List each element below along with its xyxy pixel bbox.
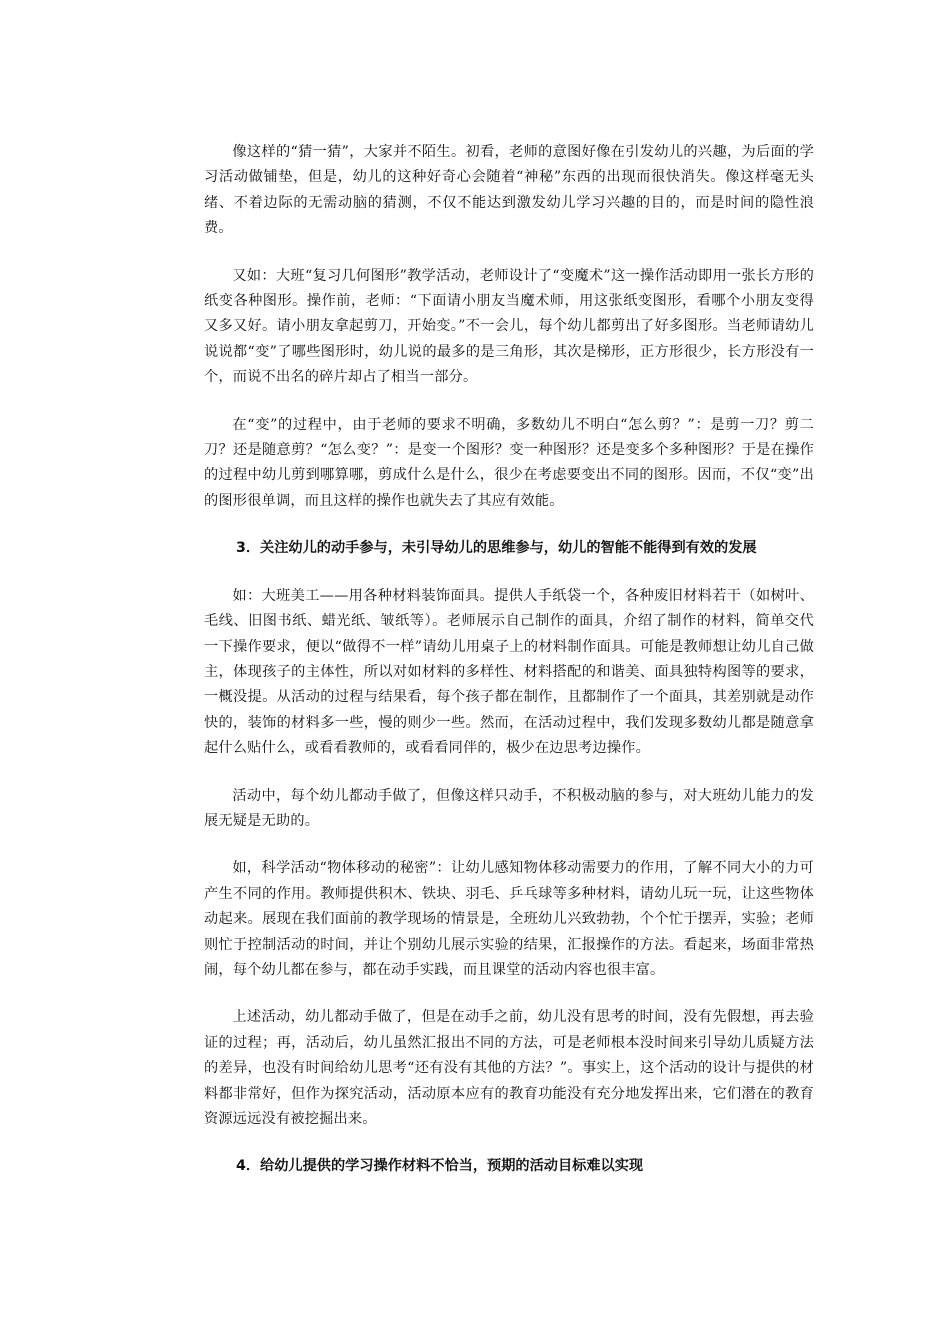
paragraph-spacer [204,242,814,264]
document-page [204,140,814,1180]
paragraph-spacer [204,562,814,584]
paragraph-spacer [204,834,814,856]
paragraph-hands-on: 活动中，每个幼儿都动手做了，但像这样只动手，不积极动脑的参与，对大班幼儿能力的发展无疑是无助的。 [204,787,814,829]
paragraph-spacer [204,391,814,413]
paragraph-reflection: 上述活动，幼儿都动手做了，但是在动手之前，幼儿没有思考的时间，没有先假想，再去验证的过程；再，活动后，幼儿虽然汇报出不同的方法，可是老师根本没时间来引导幼儿质疑方法的差异，也没有时间给幼儿思考“还有没有其他的方法？”。事实上，这个活动的设计与提供的材料都非常好，但作为探究活动，活动原本应有的教育功能没有充分地发挥出来，它们潜在的教育资源远远没有被挖掘出来。 [204,1009,814,1127]
paragraph-science-activity: 如，科学活动“物体移动的秘密”：让幼儿感知物体移动需要力的作用，了解不同大小的力可产生不同的作用。教师提供积木、铁块、羽毛、乒乓球等多种材料，请幼儿玩一玩，让这些物体动起来。展现在我们面前的教学现场的情景是，全班幼儿兴致勃勃，个个忙于摆弄，实验；老师则忙于控制活动的时间，并让个别幼儿展示实验的结果，汇报操作的方法。看起来，场面非常热闹，每个幼儿都在参与，都在动手实践，而且课堂的活动内容也很丰富。 [204,860,814,978]
paragraph-guessing-game: 像这样的“猜一猜”，大家并不陌生。初看，老师的意图好像在引发幼儿的兴趣，为后面的学习活动做铺垫，但是，幼儿的这种好奇心会随着“神秘”东西的出现而很快消失。像这样毫无头绪、不着边际的无需动脑的猜测，不仅不能达到激发幼儿学习兴趣的目的，而是时间的隐性浪费。 [204,144,814,237]
paragraph-spacer [204,983,814,1005]
paragraph-magic-shapes: 又如：大班“复习几何图形”教学活动，老师设计了“变魔术”这一操作活动即用一张长方形的纸变各种图形。操作前，老师：“下面请小朋友当魔术师，用这张纸变图形，看哪个小朋友变得又多又好。请小朋友拿起剪刀，开始变。”不一会儿，每个幼儿都剪出了好多图形。当老师请幼儿说说都“变”了哪些图形时，幼儿说的最多的是三角形，其次是梯形，正方形很少，长方形没有一个，而说不出名的碎片却占了相当一部分。 [204,267,814,386]
paragraph-spacer [204,762,814,784]
section-heading-4: 4．给幼儿提供的学习操作材料不恰当，预期的活动目标难以实现 [236,1158,644,1175]
paragraph-transform-process: 在“变”的过程中，由于老师的要求不明确，多数幼儿不明白“怎么剪？”：是剪一刀？剪二刀？还是随意剪？“怎么变？”：是变一个图形？变一种图形？还是变多个多种图形？于是在操作的过程中幼儿剪到哪算哪，剪成什么是什么，很少在考虑要变出不同的图形。因而，不仅“变”出的图形很单调，而且这样的操作也就失去了其应有效能。 [204,416,814,509]
paragraph-spacer [204,1132,814,1154]
paragraph-mask-craft: 如：大班美工——用各种材料装饰面具。提供人手纸袋一个，各种废旧材料若干（如树叶、毛线、旧图书纸、蜡光纸、皱纸等）。老师展示自己制作的面具，介绍了制作的材料，简单交代一下操作要求，便以“做得不一样”请幼儿用桌子上的材料制作面具。可能是教师想让幼儿自己做主，体现孩子的主体性，所以对如材料的多样性、材料搭配的和谐美、面具独特构图等的要求，一概没提。从活动的过程与结果看，每个孩子都在制作，且都制作了一个面具，其差别就是动作快的，装饰的材料多一些，慢的则少一些。然而，在活动过程中，我们发现多数幼儿都是随意拿起什么贴什么，或看看教师的，或看看同伴的，极少在边思考边操作。 [204,587,814,757]
paragraph-spacer [204,514,814,536]
section-heading-3: 3．关注幼儿的动手参与，未引导幼儿的思维参与，幼儿的智能不能得到有效的发展 [236,540,757,557]
